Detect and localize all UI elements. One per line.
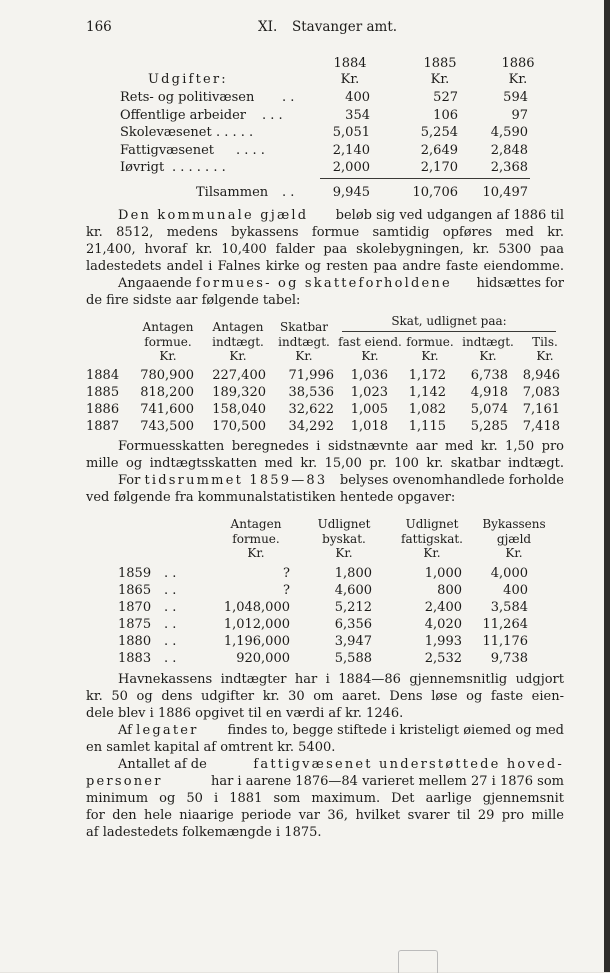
value-cell: 1,018 [350, 419, 388, 434]
value-cell: 2,400 [424, 600, 462, 615]
row-year: 1859 [118, 566, 152, 581]
value-cell: 354 [345, 108, 370, 123]
total-label: Tilsammen [196, 185, 269, 200]
page-edge [604, 0, 610, 972]
year-header: 1884 [333, 56, 367, 71]
leader-dots: . . . . . [216, 125, 254, 140]
value-cell: 158,040 [212, 402, 266, 417]
value-cell: 920,000 [236, 651, 290, 666]
leader-dots: . . [164, 566, 177, 581]
column-header: Kr. [335, 546, 353, 560]
text-segment: beløb sig ved udgangen af 1886 til [331, 208, 564, 223]
value-cell: 170,500 [212, 419, 266, 434]
column-header: Kr. [295, 349, 313, 363]
column-header: Antagen [212, 320, 264, 334]
value-cell: 1,993 [424, 634, 462, 649]
spaced-term: fattigvæsenet understøttede hoved- [253, 757, 564, 772]
text-segment: For [118, 473, 145, 488]
value-cell: 1,115 [408, 419, 446, 434]
leader-dots: . . [164, 634, 177, 649]
value-cell: 7,418 [522, 419, 560, 434]
value-cell: 6,356 [334, 617, 372, 632]
column-header: Antagen [142, 320, 194, 334]
text-segment: hidsættes for [472, 276, 564, 291]
text-line: Formuesskatten beregnedes i sidstnævnte aar med kr. 1,50 pro [118, 439, 564, 454]
value-cell: 2,140 [332, 143, 370, 158]
value-cell: 11,176 [482, 634, 528, 649]
value-cell: 2,848 [490, 143, 528, 158]
value-cell: 5,588 [334, 651, 372, 666]
row-year: 1885 [86, 385, 120, 400]
value-cell: 38,536 [288, 385, 334, 400]
text-line [118, 473, 564, 489]
column-header: fast eiend. [338, 335, 402, 349]
value-cell: 4,590 [490, 125, 528, 140]
value-cell: 800 [437, 583, 462, 598]
row-year: 1870 [118, 600, 152, 615]
value-cell: 7,083 [522, 385, 560, 400]
value-cell: 5,212 [334, 600, 372, 615]
unit-label: Kr. [340, 72, 360, 87]
text-segment: belyses ovenomhandlede forholde [335, 473, 564, 488]
text-segment: findes to, begge stiftede i kristeligt øiemed og med [223, 723, 564, 738]
group-header-rule [342, 331, 556, 332]
row-year: 1884 [86, 368, 120, 383]
leader-dots: . . [164, 583, 177, 598]
value-cell: 400 [345, 90, 370, 105]
value-cell: 5,285 [470, 419, 508, 434]
spaced-term: legater [136, 723, 199, 738]
value-cell: 1,000 [424, 566, 462, 581]
row-year: 1887 [86, 419, 120, 434]
column-header: Udlignet [405, 517, 459, 531]
text-segment: har i aarene 1876—84 varieret mellem 27 i 1876 som [206, 774, 564, 789]
value-cell: 2,649 [420, 143, 458, 158]
column-header: Udlignet [317, 517, 371, 531]
value-cell: 1,142 [408, 385, 446, 400]
column-header: gjæld [496, 532, 532, 546]
text-line [118, 208, 564, 224]
column-header: fattigskat. [401, 532, 463, 546]
leader-dots: . . [164, 617, 177, 632]
column-header: Kr. [505, 546, 523, 560]
value-cell: 818,200 [140, 385, 194, 400]
value-cell: 743,500 [140, 419, 194, 434]
value-cell: 7,161 [522, 402, 560, 417]
column-header: Skatbar [279, 320, 329, 334]
value-cell: 97 [511, 108, 528, 123]
text-line: en samlet kapital af omtrent kr. 5400. [86, 740, 336, 755]
text-line: kr. 8512, medens bykassens formue samtidig opføres med kr. [86, 225, 564, 240]
page-header-title: Stavanger amt. [292, 19, 398, 35]
column-header: Tils. [532, 335, 558, 349]
text-segment: Antallet af de [118, 757, 211, 772]
year-header: 1885 [423, 56, 457, 71]
expenses-caption: Udgifter: [148, 72, 228, 87]
text-line: ladestedets andel i Falnes kirke og resten paa andre faste eiendomme. [86, 259, 564, 274]
value-cell: ? [283, 583, 290, 598]
value-cell: 34,292 [288, 419, 334, 434]
spaced-term: formues- og skatteforholdene [195, 276, 452, 291]
value-cell: 3,947 [334, 634, 372, 649]
leader-dots: . . . . [236, 143, 265, 158]
row-year: 1875 [118, 617, 152, 632]
column-header: Kr. [229, 349, 247, 363]
leader-dots: . . [282, 185, 295, 200]
value-cell: 2,000 [332, 160, 370, 175]
column-header: Kr. [479, 349, 497, 363]
value-cell: 1,023 [350, 385, 388, 400]
value-cell: 11,264 [482, 617, 528, 632]
column-header: formue. [406, 335, 454, 349]
value-cell: 5,051 [332, 125, 370, 140]
row-label: Iøvrigt [120, 160, 165, 175]
value-cell: 4,918 [470, 385, 508, 400]
value-cell: 227,400 [212, 368, 266, 383]
value-cell: 1,005 [350, 402, 388, 417]
text-line [86, 774, 564, 790]
value-cell: 1,036 [350, 368, 388, 383]
value-cell: 9,738 [490, 651, 528, 666]
row-label: Offentlige arbeider [120, 108, 247, 123]
text-line [118, 276, 564, 292]
value-cell: 1,172 [408, 368, 446, 383]
leader-dots: . . . [262, 108, 283, 123]
value-cell: 5,254 [420, 125, 458, 140]
text-line: mille og indtægtsskatten med kr. 15,00 pr. 100 kr. skatbar indtægt. [86, 456, 564, 471]
spaced-term: tidsrummet 1859—83 [144, 473, 328, 488]
text-line: ved følgende fra kommunalstatistiken hentede opgaver: [86, 490, 456, 505]
value-cell: 5,074 [470, 402, 508, 417]
chapter-number: XI. [258, 19, 278, 35]
value-cell: 71,996 [288, 368, 334, 383]
column-header: Kr. [361, 349, 379, 363]
value-cell: 1,012,000 [223, 617, 290, 632]
column-header: Kr. [247, 546, 265, 560]
text-line: minimum og 50 i 1881 som maximum. Det aarlige gjennemsnit [86, 791, 564, 806]
value-cell: 4,000 [490, 566, 528, 581]
value-cell: 1,196,000 [223, 634, 290, 649]
row-label: Skolevæsenet [120, 125, 212, 140]
column-header: indtægt. [212, 335, 264, 349]
text-line [118, 757, 564, 773]
scan-artifact [398, 950, 438, 973]
value-cell: 2,532 [424, 651, 462, 666]
row-label: Rets- og politivæsen [120, 90, 255, 105]
column-header: Kr. [421, 349, 439, 363]
text-line: kr. 50 og dens udgifter kr. 30 om aaret. Dens løse og faste eien- [86, 689, 564, 704]
value-cell: 780,900 [140, 368, 194, 383]
column-header: byskat. [322, 532, 366, 546]
sum-rule [320, 178, 530, 179]
unit-label: Kr. [508, 72, 528, 87]
column-header: formue. [144, 335, 192, 349]
total-value: 10,497 [482, 185, 528, 200]
text-line: de fire sidste aar følgende tabel: [86, 293, 301, 308]
value-cell: 2,368 [490, 160, 528, 175]
column-header: indtægt. [278, 335, 330, 349]
text-line: Havnekassens indtægter har i 1884—86 gjennemsnitlig udgjort [118, 672, 564, 687]
value-cell: 400 [503, 583, 528, 598]
text-line: dele blev i 1886 opgivet til en værdi af kr. 1246. [86, 706, 404, 721]
column-header: formue. [232, 532, 280, 546]
row-year: 1865 [118, 583, 152, 598]
row-year: 1886 [86, 402, 120, 417]
value-cell: 1,800 [334, 566, 372, 581]
value-cell: 3,584 [490, 600, 528, 615]
unit-label: Kr. [430, 72, 450, 87]
value-cell: 2,170 [420, 160, 458, 175]
value-cell: 1,048,000 [223, 600, 290, 615]
text-line: for den hele niaarige periode var 36, hvilket svarer til 29 pro mille [86, 808, 564, 823]
value-cell: 32,622 [288, 402, 334, 417]
text-line: af ladestedets folkemængde i 1875. [86, 825, 322, 840]
leader-dots: . . [282, 90, 295, 105]
text-line [118, 723, 564, 739]
text-segment: Af [118, 723, 137, 738]
leader-dots: . . . . . . . [172, 160, 226, 175]
column-header: Kr. [536, 349, 554, 363]
year-header: 1886 [501, 56, 535, 71]
column-header: Bykassens [482, 517, 546, 531]
total-value: 10,706 [412, 185, 458, 200]
total-value: 9,945 [332, 185, 370, 200]
row-year: 1883 [118, 651, 152, 666]
spaced-term: Den kommunale gjæld [118, 208, 309, 223]
value-cell: 189,320 [212, 385, 266, 400]
row-label: Fattigvæsenet [120, 143, 215, 158]
column-header: Antagen [230, 517, 282, 531]
value-cell: 106 [433, 108, 458, 123]
value-cell: 4,600 [334, 583, 372, 598]
value-cell: 6,738 [470, 368, 508, 383]
text-segment: Angaaende [118, 276, 196, 291]
text-line: 21,400, hvoraf kr. 10,400 falder paa skolebygningen, kr. 5300 paa [86, 242, 564, 257]
spaced-term: personer [86, 774, 163, 789]
value-cell: 8,946 [522, 368, 560, 383]
leader-dots: . . [164, 600, 177, 615]
page-number: 166 [86, 19, 112, 35]
group-header: Skat, udlignet paa: [391, 314, 507, 328]
row-year: 1880 [118, 634, 152, 649]
value-cell: 594 [503, 90, 528, 105]
value-cell: 4,020 [424, 617, 462, 632]
value-cell: 741,600 [140, 402, 194, 417]
column-header: indtægt. [462, 335, 514, 349]
column-header: Kr. [423, 546, 441, 560]
value-cell: ? [283, 566, 290, 581]
column-header: Kr. [159, 349, 177, 363]
value-cell: 1,082 [408, 402, 446, 417]
leader-dots: . . [164, 651, 177, 666]
value-cell: 527 [433, 90, 458, 105]
